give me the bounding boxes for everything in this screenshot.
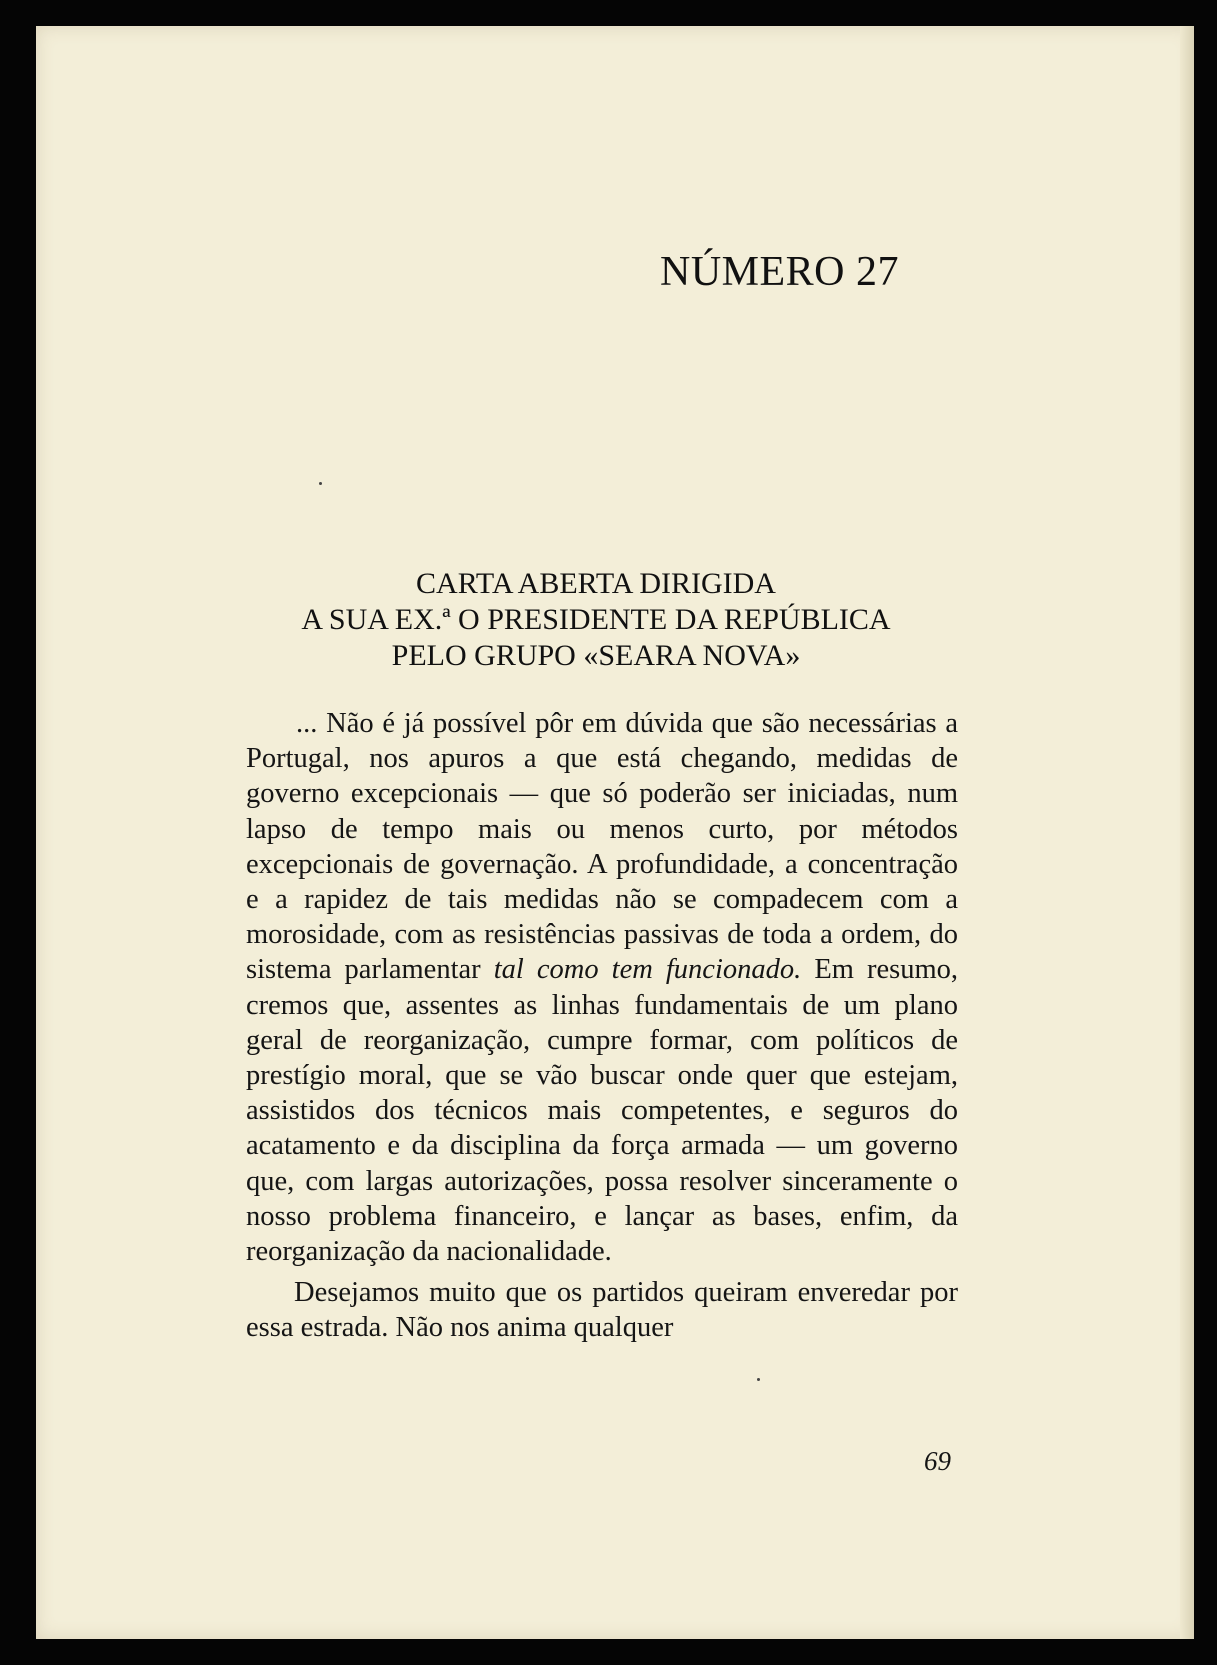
body-text — [246, 706, 958, 1346]
paragraph-2: Desejamos muito que os partidos queiram enveredar por essa estrada. Não nos anima qualquer — [246, 1277, 958, 1344]
speck-mark — [757, 1378, 760, 1381]
book-page — [36, 26, 1194, 1639]
letter-title-line-3: PELO GRUPO «SEARA NOVA» — [391, 639, 801, 672]
page-number: 69 — [924, 1446, 951, 1476]
page-edge — [1180, 26, 1194, 1639]
letter-title-line-1: CARTA ABERTA DIRIGIDA — [416, 567, 776, 600]
paragraph-1 — [246, 706, 958, 1269]
letter-title-line-2: A SUA EX.ª O PRESIDENTE DA REPÚBLICA — [301, 603, 891, 636]
speck-mark — [319, 482, 322, 485]
paragraph-1-italic: tal como tem funcionado. — [493, 954, 802, 986]
letter-title — [236, 566, 956, 674]
paragraph-1-part-1: ... Não é já possível pôr em dúvida que são necessárias a Portugal, nos apuros a que está chegando, medidas de governo excepcionais — que só poderão ser iniciadas, num lapso de tempo mais ou menos curto, por métodos excepcionais de governação. A profundidade, a concentração e a rapidez de tais medidas não se compadecem com a morosidade, com as resistências passivas de toda a ordem, do sistema parlamentar — [246, 708, 958, 986]
paragraph-1-part-2: Em resumo, cremos que, assentes as linhas fundamentais de um plano geral de reorganização, cumpre formar, com políticos de prestígio moral, que se vão buscar onde quer que estejam, assistidos dos técnicos mais competentes, e seguros do acatamento e da disciplina da força armada — um governo que, com largas autorizações, possa resolver sinceramente o nosso problema financeiro, e lançar as bases, enfim, da reorganização da nacionalidade. — [246, 954, 958, 1268]
section-number-heading: NÚMERO 27 — [660, 249, 900, 295]
